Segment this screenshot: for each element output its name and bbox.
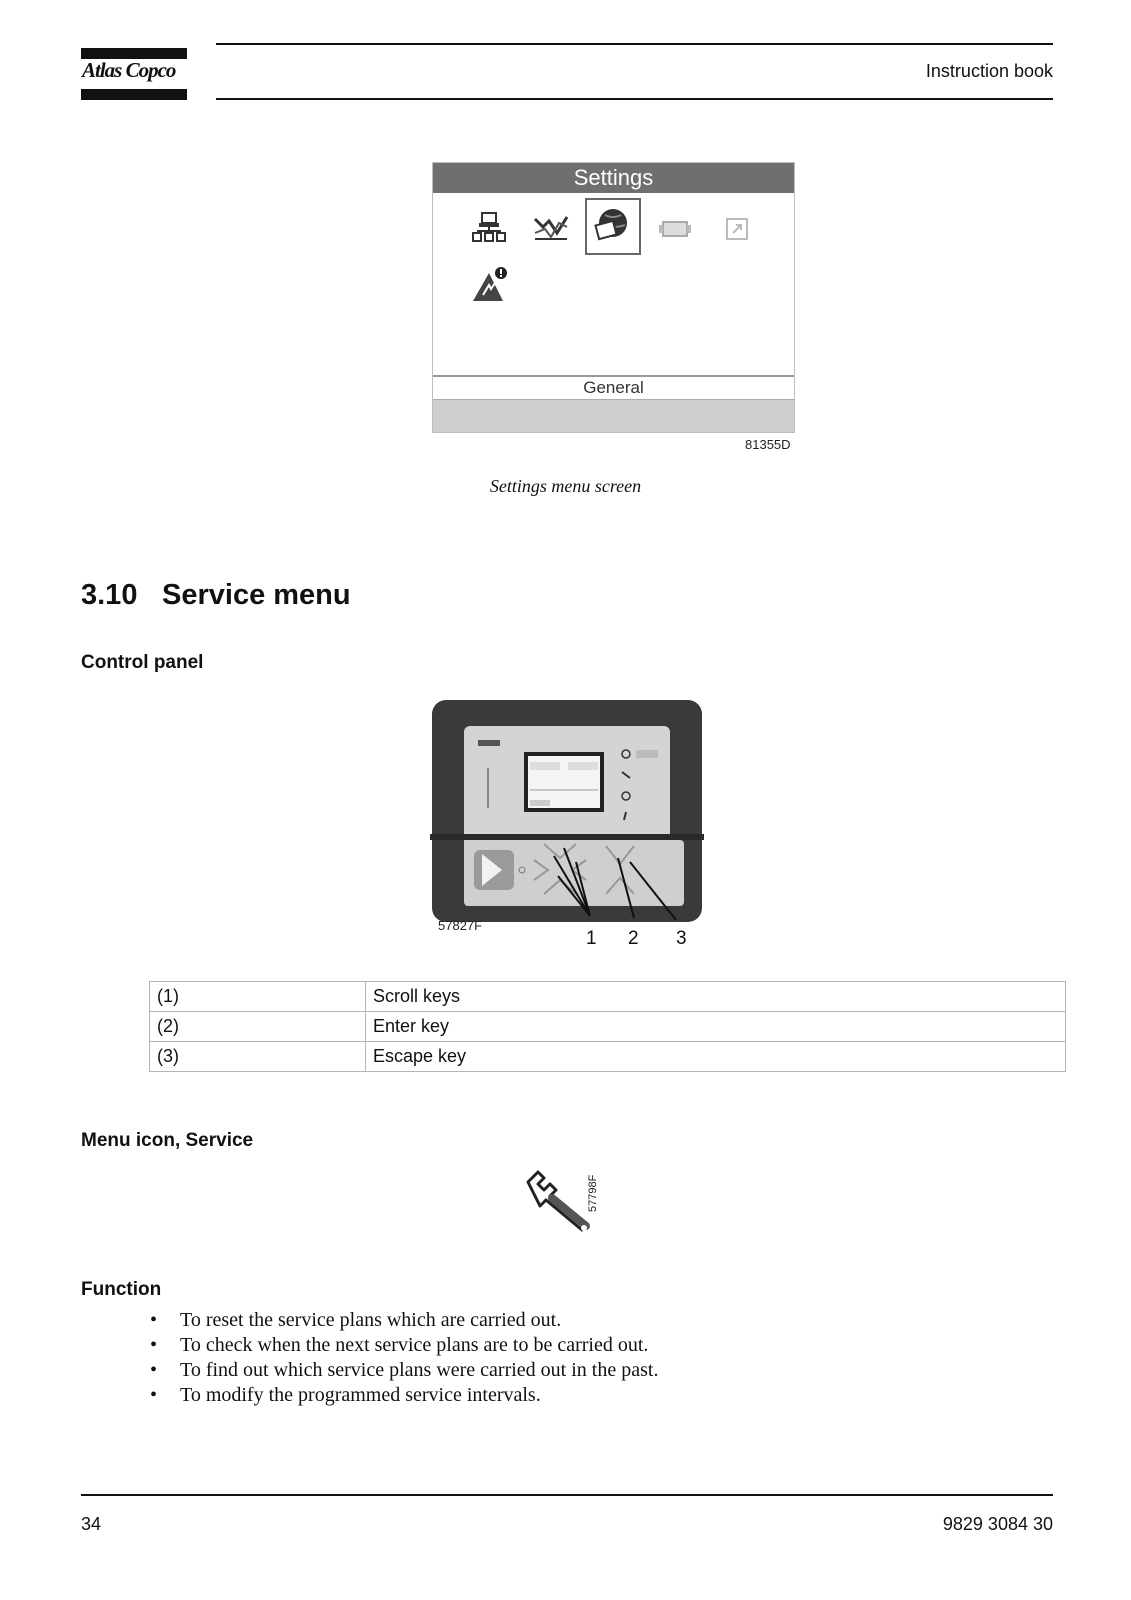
list-item: • To modify the programmed service intervals. bbox=[150, 1383, 658, 1408]
settings-screen-title: Settings bbox=[433, 163, 794, 193]
key-legend-table bbox=[149, 981, 1066, 1072]
table-cell-ref: (2) bbox=[150, 1012, 366, 1042]
wave-chart-icon bbox=[531, 209, 571, 249]
section-heading bbox=[81, 579, 351, 612]
settings-footer-bar bbox=[433, 400, 794, 432]
function-list bbox=[150, 1308, 658, 1408]
warning-triangle-icon bbox=[469, 265, 509, 305]
callout-3: 3 bbox=[676, 928, 687, 949]
table-cell-desc: Scroll keys bbox=[366, 982, 1066, 1012]
settings-figure-caption: Settings menu screen bbox=[489, 476, 642, 496]
table-cell-desc: Escape key bbox=[366, 1042, 1066, 1072]
footer-rule bbox=[81, 1494, 1053, 1496]
list-item: • To reset the service plans which are carried out. bbox=[150, 1308, 658, 1333]
header-rule-top bbox=[216, 43, 1053, 45]
table-row bbox=[150, 982, 1066, 1012]
settings-figure-code: 81355D bbox=[745, 437, 791, 452]
wrench-figure-code: 57798F bbox=[587, 1174, 599, 1212]
wrench-icon bbox=[524, 1168, 604, 1238]
cylinder-icon bbox=[655, 209, 695, 249]
table-cell-desc: Enter key bbox=[366, 1012, 1066, 1042]
list-item: • To check when the next service plans are to be carried out. bbox=[150, 1333, 658, 1358]
network-icon bbox=[469, 209, 509, 249]
table-cell-ref: (3) bbox=[150, 1042, 366, 1072]
header-rule-bottom bbox=[216, 98, 1053, 100]
export-box-icon bbox=[717, 209, 757, 249]
table-row bbox=[150, 1042, 1066, 1072]
section-title: Service menu bbox=[162, 579, 351, 611]
control-panel-figure bbox=[430, 698, 720, 958]
table-row bbox=[150, 1012, 1066, 1042]
panel-figure-code: 57827F bbox=[438, 918, 483, 933]
brand-name: Atlas Copco bbox=[82, 58, 176, 82]
page-number: 34 bbox=[81, 1514, 102, 1534]
section-number: 3.10 bbox=[81, 579, 138, 611]
settings-screen-figure bbox=[432, 162, 795, 433]
callout-1: 1 bbox=[586, 928, 597, 949]
globe-display-icon[interactable] bbox=[591, 205, 631, 245]
menu-icon-heading: Menu icon, Service bbox=[81, 1130, 254, 1151]
document-type: Instruction book bbox=[925, 61, 1053, 81]
table-cell-ref: (1) bbox=[150, 982, 366, 1012]
document-number: 9829 3084 30 bbox=[942, 1514, 1053, 1534]
settings-footer-label: General bbox=[583, 378, 644, 397]
list-item: • To find out which service plans were carried out in the past. bbox=[150, 1358, 658, 1383]
function-heading: Function bbox=[81, 1279, 162, 1300]
control-panel-heading: Control panel bbox=[81, 652, 204, 673]
callout-2: 2 bbox=[628, 928, 639, 949]
